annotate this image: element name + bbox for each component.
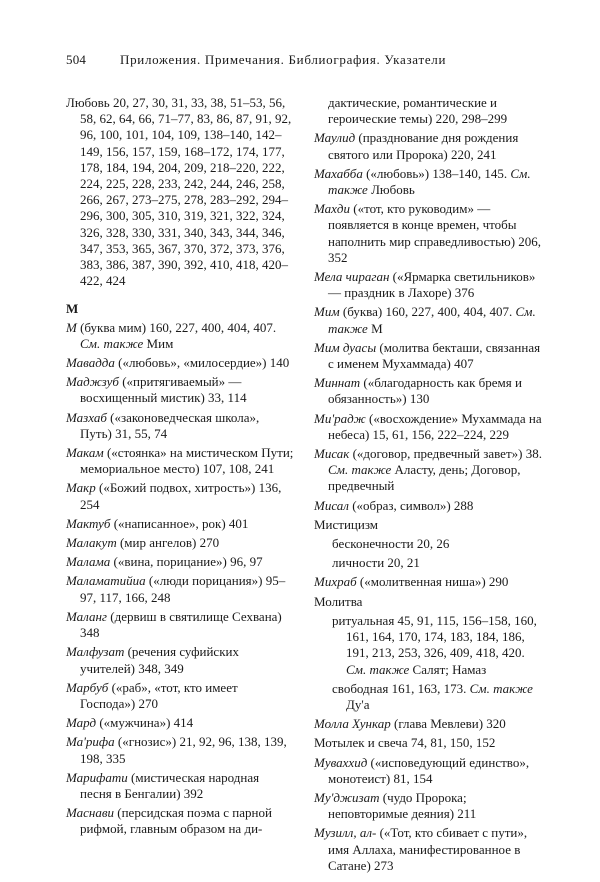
- index-entry: [314, 555, 542, 571]
- entry-text: («притягиваемый» — восхищенный мистик) 33, 114: [80, 374, 247, 406]
- entry-text: (мистическая народная песня в Бенгалии) 392: [80, 769, 260, 801]
- entry-term: Мим дуасы: [314, 339, 377, 355]
- index-entry: [66, 805, 294, 837]
- index-entry: [66, 644, 294, 676]
- entry-text: («тот, кто руководим» — появляется в конце времен, чтобы наполнить мир справедливостью) 206, 352: [328, 201, 542, 265]
- entry-term: Му'джизат: [314, 789, 380, 805]
- entry-term: Муваххид: [314, 754, 368, 770]
- index-entry: [314, 594, 542, 610]
- index-entry: [314, 269, 542, 301]
- entry-text: Мотылек и свеча 74, 81, 150, 152: [314, 735, 496, 751]
- entry-text: (буква) 160, 227, 400, 404, 407.: [339, 304, 516, 320]
- index-entry: [314, 446, 542, 495]
- entry-see-also: См. также: [80, 335, 144, 351]
- entry-text: («стоянка» на мистическом Пути; мемориальное место) 107, 108, 241: [80, 445, 294, 477]
- entry-text: («законоведческая школа», Путь) 31, 55, 74: [80, 409, 260, 441]
- index-entry: [66, 734, 294, 766]
- entry-term: Макам: [66, 445, 104, 461]
- entry-text: (речения суфийских учителей) 348, 349: [80, 644, 239, 676]
- entry-term: Марбуб: [66, 679, 109, 695]
- entry-term: Мавадда: [66, 355, 115, 371]
- entry-text: Мистицизм: [314, 516, 379, 532]
- right-column: [314, 95, 542, 877]
- entry-text: («вина, порицание») 96, 97: [110, 554, 263, 570]
- entry-term: М: [66, 319, 77, 335]
- entry-term: Музилл, ал-: [314, 825, 377, 841]
- index-entry: [314, 340, 542, 372]
- section-letter: М: [66, 301, 79, 317]
- index-entry: [66, 680, 294, 712]
- index-entry: [314, 716, 542, 732]
- entry-reference: Ду'а: [346, 696, 370, 712]
- entry-term: Малфузат: [66, 644, 125, 660]
- entry-term: Маламатийиа: [66, 573, 146, 589]
- entry-term: Малама: [66, 554, 111, 570]
- entry-reference: Любовь: [367, 182, 415, 198]
- index-entry: [314, 825, 542, 874]
- entry-see-also: См. также: [328, 462, 392, 478]
- entry-text: («написанное», рок) 401: [110, 515, 249, 531]
- entry-term: Маснави: [66, 805, 115, 821]
- entry-term: Махди: [314, 201, 350, 217]
- index-entry: [66, 480, 294, 512]
- index-entry: [314, 95, 542, 127]
- entry-term: Миннат: [314, 375, 361, 391]
- index-entry: [314, 681, 542, 713]
- index-entry: [314, 166, 542, 198]
- entry-text: (чудо Пророка; неповторимые деяния) 211: [328, 789, 477, 822]
- index-entry: [314, 755, 542, 787]
- entry-term: Мисал: [314, 497, 349, 513]
- entry-term: Маджзуб: [66, 374, 119, 390]
- index-entry: [314, 517, 542, 533]
- entry-term: Малакут: [66, 535, 117, 551]
- entry-text: Любовь 20, 27, 30, 31, 33, 38, 51–53, 56, 58, 62, 64, 66, 71–77, 83, 86, 87, 91, 92, 96, 100, 101, 104, 109, 138–140, 142–149, 156, 157, 159, 168–172, 174, 177, 178, 184, 194, 204, 209, 218–220, 222, 224, 225, 228, 233, 242, 244, 246, 258, 266, 267, 273–275, 278, 283–292, 294–296, 300, 305, 310, 319, 321, 322, 324, 326, 328, 330, 331, 340, 343, 344, 346, 347, 353, 365, 367, 370, 372, 373, 376, 383, 386, 387, 390, 392, 410, 418, 420–422, 424: [66, 95, 292, 289]
- entry-text: бесконечности 20, 26: [332, 536, 450, 552]
- entry-text: Молитва: [314, 593, 363, 609]
- index-entry: [66, 535, 294, 551]
- index-entry: [66, 320, 294, 352]
- index-entry: [66, 445, 294, 477]
- index-entry: [314, 498, 542, 514]
- index-entry: [314, 375, 542, 407]
- index-entry: [314, 790, 542, 822]
- entry-text: («Тот, кто сбивает с пути», имя Аллаха, манифестированное в Сатане) 273: [328, 825, 528, 873]
- entry-text: («молитвенная ниша») 290: [356, 574, 509, 590]
- page-number: 504: [66, 52, 87, 67]
- entry-text: («исповедующий единство», монотеист) 81, 154: [328, 754, 530, 786]
- entry-text: («восхождение» Мухаммада на небеса) 15, 61, 156, 222–224, 229: [328, 410, 542, 442]
- index-entry: [66, 554, 294, 570]
- entry-text: (празднование дня рождения святого или Пророка) 220, 241: [328, 130, 519, 162]
- entry-text: («любовь», «милосердие») 140: [114, 355, 290, 371]
- entry-text: личности 20, 21: [332, 555, 420, 571]
- index-entry: [66, 374, 294, 406]
- entry-term: Мела чираган: [314, 269, 390, 285]
- entry-text: (буква мим) 160, 227, 400, 404, 407.: [76, 319, 277, 335]
- entry-term: Мим: [314, 304, 340, 320]
- entry-text: дактические, романтические и героические темы) 220, 298–299: [328, 95, 508, 127]
- entry-term: Ма'рифа: [66, 734, 115, 750]
- index-entry: [66, 770, 294, 802]
- entry-term: Макр: [66, 480, 96, 496]
- left-entries: [66, 320, 294, 838]
- index-entry: [314, 130, 542, 162]
- entry-term: Мазхаб: [66, 409, 107, 425]
- left-top-entries: [66, 95, 294, 289]
- entry-text: («любовь») 138–140, 145.: [362, 165, 511, 181]
- index-entry: [314, 201, 542, 266]
- index-entry: [66, 410, 294, 442]
- running-title: Приложения. Примечания. Библиография. Указатели: [120, 52, 447, 67]
- entry-text: («образ, символ») 288: [348, 497, 474, 513]
- entry-see-also: См. также: [469, 680, 533, 696]
- index-entry: [314, 411, 542, 443]
- entry-text: («гнозис») 21, 92, 96, 138, 139, 198, 335: [80, 734, 287, 766]
- index-entry: [66, 715, 294, 731]
- left-column: [66, 95, 294, 841]
- entry-text: ритуальная 45, 91, 115, 156–158, 160, 161, 164, 170, 174, 183, 184, 186, 191, 213, 253, 326, 409, 418, 420.: [332, 612, 537, 661]
- entry-text: свободная 161, 163, 173.: [332, 680, 470, 696]
- entry-term: Маланг: [66, 608, 107, 624]
- index-entry: [314, 304, 542, 336]
- entry-text: («договор, предвечный завет») 38.: [349, 446, 542, 462]
- entry-see-also: См. также: [346, 661, 410, 677]
- entry-term: Михраб: [314, 574, 357, 590]
- entry-reference: Салят; Намаз: [409, 661, 487, 677]
- entry-text: (персидская поэма с парной рифмой, главным образом на ди-: [80, 805, 272, 837]
- index-entry: [66, 355, 294, 371]
- entry-term: Махабба: [314, 165, 363, 181]
- entry-term: Маулид: [314, 130, 356, 146]
- entry-term: Мисак: [314, 446, 350, 462]
- index-entry: [314, 735, 542, 751]
- entry-term: Мактуб: [66, 515, 111, 531]
- page-header: [66, 52, 536, 72]
- entry-see-also: См. также: [328, 304, 536, 336]
- entry-text: (глава Мевлеви) 320: [390, 716, 506, 732]
- entry-term: Ми'радж: [314, 410, 366, 426]
- entry-reference: Аласту, день; Договор, предвечный: [328, 462, 521, 494]
- entry-text: (дервиш в святилище Сехвана) 348: [80, 608, 282, 641]
- index-entry: [66, 609, 294, 641]
- entry-text: («Божий подвох, хитрость») 136, 254: [80, 480, 282, 512]
- right-entries: [314, 95, 542, 874]
- entry-text: (молитва бекташи, связанная с именем Мухаммада) 407: [328, 339, 541, 372]
- index-entry: [66, 573, 294, 605]
- entry-text: (мир ангелов) 270: [116, 535, 220, 551]
- index-entry: [314, 536, 542, 552]
- index-entry: [314, 574, 542, 590]
- entry-reference: М: [367, 320, 383, 336]
- index-entry: [66, 516, 294, 532]
- entry-see-also: См. также: [328, 165, 531, 198]
- entry-text: («раб», «тот, кто имеет Господа») 270: [80, 679, 238, 711]
- entry-text: («мужчина») 414: [96, 715, 194, 731]
- index-entry: [66, 95, 294, 289]
- entry-term: Мард: [66, 715, 97, 731]
- entry-reference: Мим: [143, 335, 174, 351]
- entry-text: («благодарность как бремя и обязанность») 130: [328, 375, 522, 407]
- entry-term: Молла Хункар: [314, 716, 391, 732]
- index-entry: [314, 613, 542, 678]
- entry-text: («люди порицания») 95–97, 117, 166, 248: [80, 573, 286, 605]
- entry-text: («Ярмарка светильников» — праздник в Лахоре) 376: [328, 269, 536, 301]
- entry-term: Марифати: [66, 769, 128, 785]
